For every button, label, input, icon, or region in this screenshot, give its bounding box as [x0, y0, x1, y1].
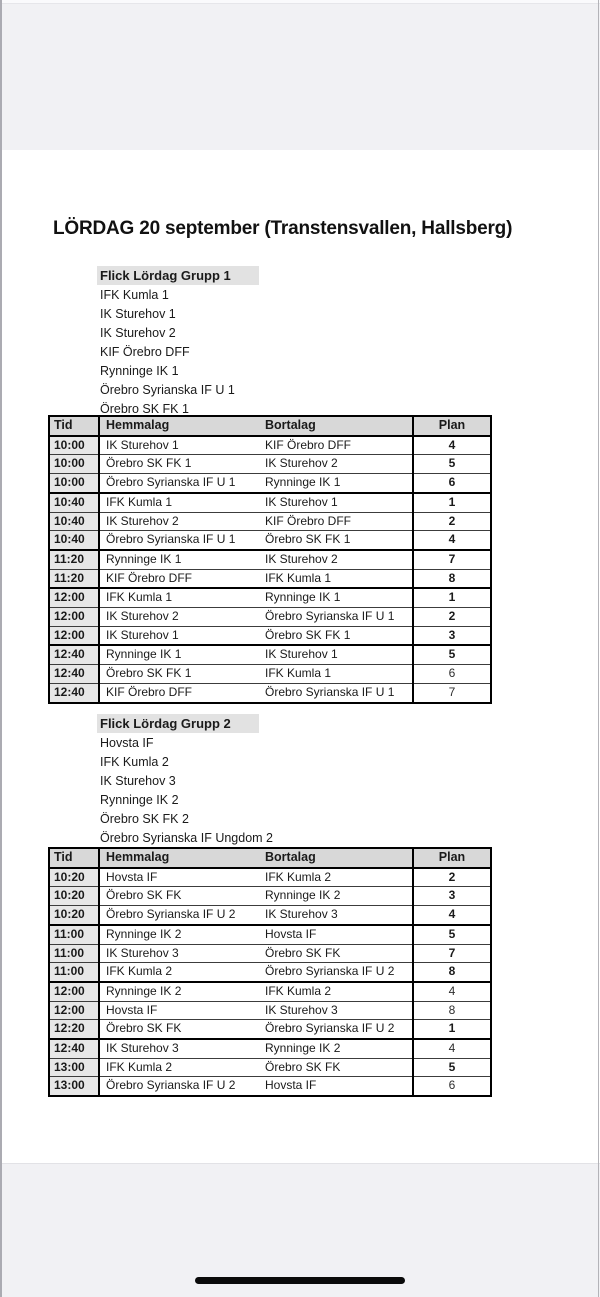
team-list-item: Rynninge IK 2: [100, 793, 179, 807]
home-team: Örebro SK FK 1: [99, 455, 259, 474]
match-row: [49, 665, 491, 684]
column-header-tid: Tid: [49, 848, 99, 868]
team-list-item: IK Sturehov 2: [100, 326, 176, 340]
plan-number: 1: [413, 588, 491, 607]
away-team: IFK Kumla 1: [259, 665, 413, 684]
table-header-row: [49, 416, 491, 436]
match-time: 12:40: [49, 645, 99, 664]
team-list-item: Hovsta IF: [100, 736, 154, 750]
match-time: 10:00: [49, 474, 99, 493]
plan-number: 8: [413, 1001, 491, 1020]
match-row: [49, 512, 491, 531]
group-2-team-list: [100, 734, 273, 848]
home-team: IK Sturehov 2: [99, 512, 259, 531]
away-team: IFK Kumla 2: [259, 982, 413, 1001]
away-team: IK Sturehov 3: [259, 1001, 413, 1020]
match-row: [49, 925, 491, 944]
match-time: 11:20: [49, 550, 99, 569]
column-header-home: Hemmalag: [99, 416, 259, 436]
match-time: 11:00: [49, 963, 99, 982]
home-team: IK Sturehov 1: [99, 436, 259, 455]
away-team: Örebro Syrianska IF U 1: [259, 683, 413, 702]
document-page: [0, 150, 600, 1163]
home-team: IK Sturehov 1: [99, 626, 259, 645]
match-time: 10:00: [49, 436, 99, 455]
match-time: 12:00: [49, 1001, 99, 1020]
team-list-item: KIF Örebro DFF: [100, 345, 190, 359]
team-list-item: Örebro SK FK 1: [100, 402, 189, 416]
away-team: Örebro SK FK 1: [259, 626, 413, 645]
plan-number: 2: [413, 868, 491, 887]
home-team: Rynninge IK 2: [99, 982, 259, 1001]
match-time: 10:40: [49, 493, 99, 512]
match-time: 10:40: [49, 512, 99, 531]
home-team: Örebro Syrianska IF U 1: [99, 474, 259, 493]
match-row: [49, 608, 491, 627]
team-list-item: Örebro Syrianska IF U 1: [100, 383, 235, 397]
match-row: [49, 1001, 491, 1020]
away-team: Örebro Syrianska IF U 1: [259, 608, 413, 627]
away-team: Örebro Syrianska IF U 2: [259, 963, 413, 982]
home-team: KIF Örebro DFF: [99, 683, 259, 702]
away-team: Rynninge IK 2: [259, 1039, 413, 1058]
home-team: Örebro SK FK: [99, 1020, 259, 1039]
away-team: IK Sturehov 2: [259, 455, 413, 474]
away-team: Rynninge IK 1: [259, 474, 413, 493]
plan-number: 2: [413, 608, 491, 627]
away-team: IFK Kumla 2: [259, 868, 413, 887]
match-row: [49, 1077, 491, 1096]
home-team: Rynninge IK 1: [99, 550, 259, 569]
away-team: Hovsta IF: [259, 1077, 413, 1096]
group-2-match-table: [48, 847, 492, 1097]
team-list-item: IFK Kumla 1: [100, 288, 169, 302]
team-list-item: IK Sturehov 1: [100, 307, 176, 321]
home-team: Hovsta IF: [99, 868, 259, 887]
match-time: 12:40: [49, 1039, 99, 1058]
match-time: 12:00: [49, 982, 99, 1001]
match-row: [49, 645, 491, 664]
match-time: 12:40: [49, 683, 99, 702]
page-title: LÖRDAG 20 september (Transtensvallen, Hallsberg): [53, 218, 513, 239]
match-time: 12:00: [49, 588, 99, 607]
plan-number: 1: [413, 1020, 491, 1039]
plan-number: 4: [413, 906, 491, 925]
home-team: Örebro SK FK: [99, 887, 259, 906]
column-header-tid: Tid: [49, 416, 99, 436]
plan-number: 7: [413, 550, 491, 569]
match-time: 10:00: [49, 455, 99, 474]
home-team: IFK Kumla 2: [99, 963, 259, 982]
home-team: KIF Örebro DFF: [99, 569, 259, 588]
match-row: [49, 569, 491, 588]
match-row: [49, 868, 491, 887]
top-chrome-band: [0, 0, 600, 150]
match-row: [49, 1039, 491, 1058]
home-team: Rynninge IK 2: [99, 925, 259, 944]
away-team: Örebro SK FK: [259, 944, 413, 963]
team-list-item: IK Sturehov 3: [100, 774, 176, 788]
plan-number: 4: [413, 436, 491, 455]
home-team: IK Sturehov 3: [99, 1039, 259, 1058]
away-team: IK Sturehov 3: [259, 906, 413, 925]
column-header-plan: Plan: [413, 848, 491, 868]
match-row: [49, 550, 491, 569]
match-time: 12:00: [49, 626, 99, 645]
match-row: [49, 683, 491, 702]
home-indicator[interactable]: [195, 1277, 405, 1284]
plan-number: 7: [413, 683, 491, 702]
table-header-row: [49, 848, 491, 868]
match-row: [49, 474, 491, 493]
plan-number: 5: [413, 645, 491, 664]
team-list-item: Örebro Syrianska IF Ungdom 2: [100, 831, 273, 845]
match-row: [49, 455, 491, 474]
match-row: [49, 1058, 491, 1077]
group-2-heading: Flick Lördag Grupp 2: [97, 714, 259, 733]
away-team: Örebro SK FK: [259, 1058, 413, 1077]
match-time: 10:20: [49, 868, 99, 887]
plan-number: 8: [413, 569, 491, 588]
team-list-item: Örebro SK FK 2: [100, 812, 189, 826]
match-time: 10:40: [49, 531, 99, 550]
match-time: 10:20: [49, 906, 99, 925]
match-time: 13:00: [49, 1058, 99, 1077]
home-team: Örebro Syrianska IF U 1: [99, 531, 259, 550]
away-team: Örebro Syrianska IF U 2: [259, 1020, 413, 1039]
home-team: IK Sturehov 2: [99, 608, 259, 627]
home-team: Örebro SK FK 1: [99, 665, 259, 684]
home-team: Hovsta IF: [99, 1001, 259, 1020]
home-team: IK Sturehov 3: [99, 944, 259, 963]
home-team: Örebro Syrianska IF U 2: [99, 1077, 259, 1096]
match-row: [49, 588, 491, 607]
plan-number: 3: [413, 626, 491, 645]
column-header-away: Bortalag: [259, 416, 413, 436]
plan-number: 4: [413, 1039, 491, 1058]
team-list-item: Rynninge IK 1: [100, 364, 179, 378]
match-row: [49, 493, 491, 512]
plan-number: 2: [413, 512, 491, 531]
away-team: Hovsta IF: [259, 925, 413, 944]
match-row: [49, 436, 491, 455]
plan-number: 4: [413, 531, 491, 550]
plan-number: 6: [413, 474, 491, 493]
match-row: [49, 906, 491, 925]
match-time: 12:20: [49, 1020, 99, 1039]
match-row: [49, 626, 491, 645]
plan-number: 5: [413, 925, 491, 944]
bottom-chrome-band: [0, 1163, 600, 1297]
plan-number: 1: [413, 493, 491, 512]
away-team: Örebro SK FK 1: [259, 531, 413, 550]
plan-number: 6: [413, 1077, 491, 1096]
away-team: IK Sturehov 2: [259, 550, 413, 569]
home-team: IFK Kumla 1: [99, 588, 259, 607]
match-time: 12:40: [49, 665, 99, 684]
screen-right-edge-line: [598, 0, 600, 1297]
match-row: [49, 531, 491, 550]
home-team: IFK Kumla 1: [99, 493, 259, 512]
group-1-match-table: [48, 415, 492, 704]
match-row: [49, 963, 491, 982]
plan-number: 6: [413, 665, 491, 684]
away-team: IK Sturehov 1: [259, 493, 413, 512]
match-row: [49, 1020, 491, 1039]
match-time: 10:20: [49, 887, 99, 906]
plan-number: 3: [413, 887, 491, 906]
away-team: Rynninge IK 1: [259, 588, 413, 607]
group-1-heading: Flick Lördag Grupp 1: [97, 266, 259, 285]
home-team: Örebro Syrianska IF U 2: [99, 906, 259, 925]
match-time: 11:00: [49, 944, 99, 963]
group-1-team-list: [100, 286, 235, 419]
home-team: IFK Kumla 2: [99, 1058, 259, 1077]
match-time: 13:00: [49, 1077, 99, 1096]
away-team: IK Sturehov 1: [259, 645, 413, 664]
away-team: IFK Kumla 1: [259, 569, 413, 588]
match-time: 12:00: [49, 608, 99, 627]
plan-number: 8: [413, 963, 491, 982]
column-header-plan: Plan: [413, 416, 491, 436]
home-team: Rynninge IK 1: [99, 645, 259, 664]
column-header-home: Hemmalag: [99, 848, 259, 868]
match-row: [49, 944, 491, 963]
match-row: [49, 982, 491, 1001]
plan-number: 5: [413, 455, 491, 474]
column-header-away: Bortalag: [259, 848, 413, 868]
match-row: [49, 887, 491, 906]
plan-number: 7: [413, 944, 491, 963]
match-time: 11:00: [49, 925, 99, 944]
match-time: 11:20: [49, 569, 99, 588]
team-list-item: IFK Kumla 2: [100, 755, 169, 769]
plan-number: 4: [413, 982, 491, 1001]
away-team: Rynninge IK 2: [259, 887, 413, 906]
plan-number: 5: [413, 1058, 491, 1077]
away-team: KIF Örebro DFF: [259, 512, 413, 531]
away-team: KIF Örebro DFF: [259, 436, 413, 455]
screen-left-edge-line: [0, 0, 2, 1297]
